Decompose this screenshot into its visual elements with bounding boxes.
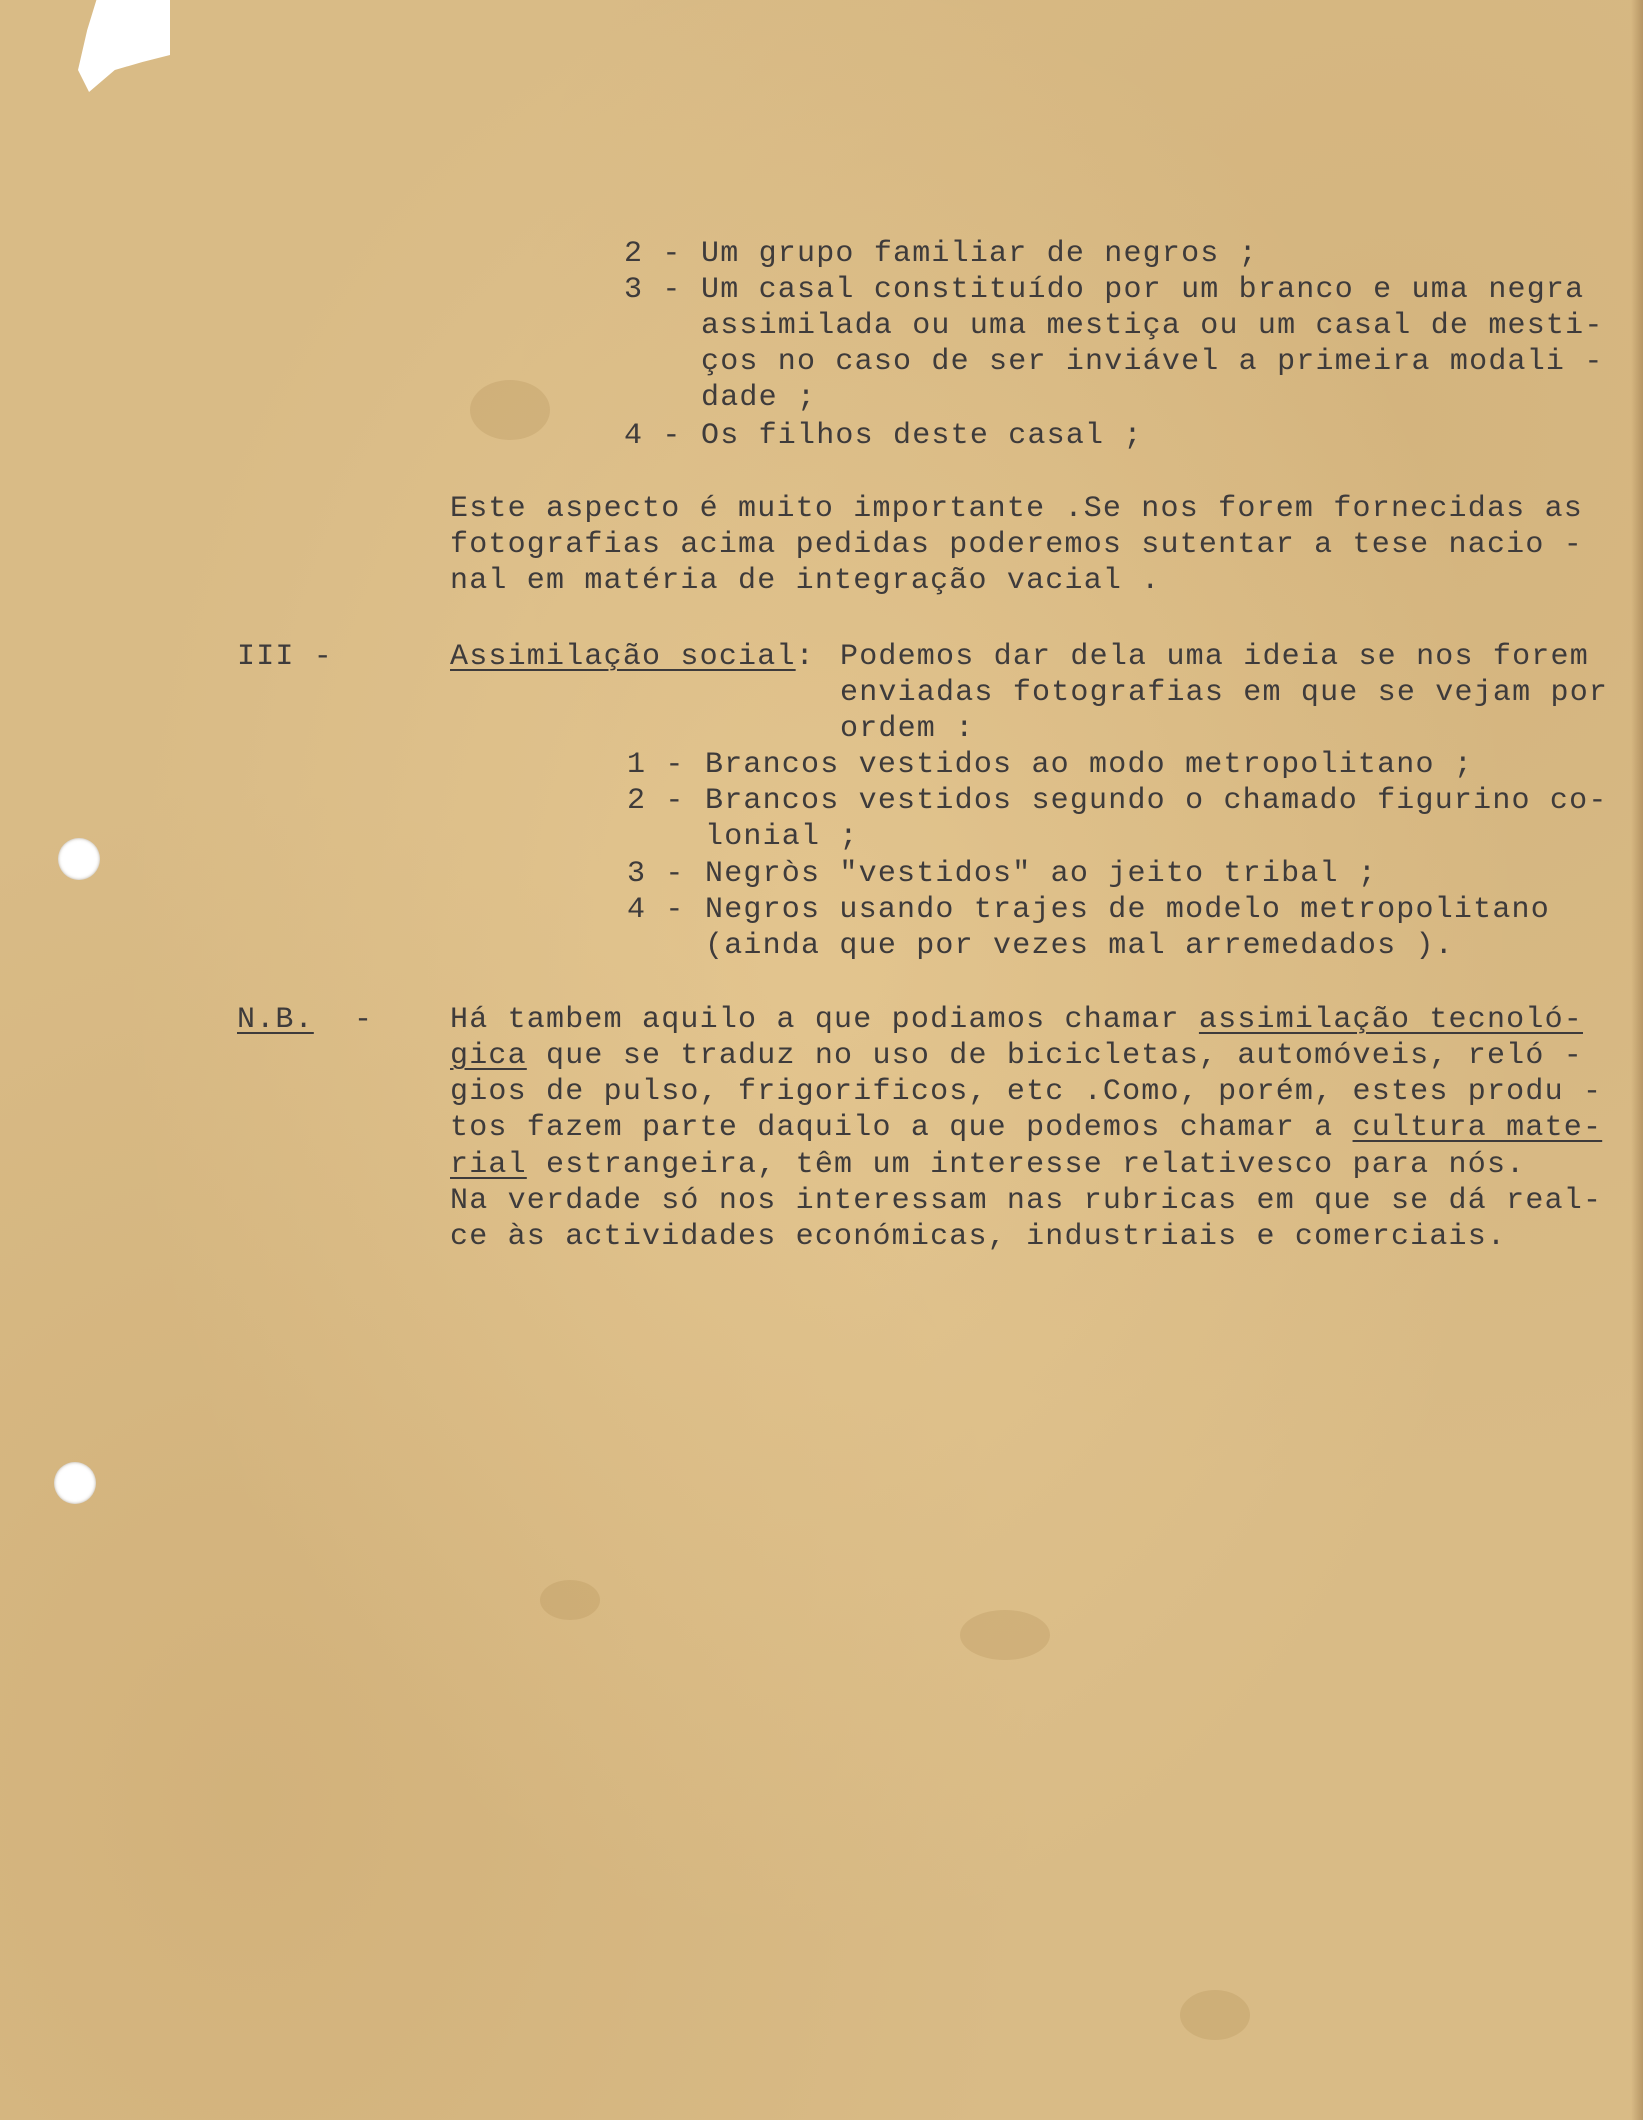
nb-text: Há tambem aquilo a que podiamos chamar [450, 1003, 1199, 1037]
list-number: 4 - [624, 419, 682, 453]
nb-line [450, 1110, 1602, 1146]
nb-line [450, 1147, 1525, 1183]
nb-line [450, 1002, 1583, 1038]
paragraph-line: Este aspecto é muito importante .Se nos forem fornecidas as [450, 492, 1583, 526]
nb-line: Na verdade só nos interessam nas rubricas em que se dá real- [450, 1184, 1603, 1218]
paper-stain [1180, 1990, 1250, 2040]
section-intro-line: enviadas fotografias em que se vejam por [840, 676, 1609, 710]
section-heading-colon: : [795, 640, 815, 674]
section-numeral: III - [237, 640, 334, 674]
list-item-text: Negros usando trajes de modelo metropolitano [705, 893, 1550, 927]
nb-label-text: N.B. [237, 1003, 314, 1037]
page-edge-shadow [1631, 0, 1643, 2120]
list-number: 3 - [624, 273, 682, 307]
list-number: 1 - [627, 748, 685, 782]
section-heading [450, 639, 815, 675]
list-number: 2 - [627, 784, 685, 818]
nb-label [237, 1002, 314, 1038]
nb-underlined-text: assimilação tecnoló- [1198, 1003, 1583, 1037]
paper-stain [960, 1610, 1050, 1660]
list-item-text: Um casal constituído por um branco e uma negra [701, 273, 1585, 307]
list-number: 2 - [624, 237, 682, 271]
list-item-text: Negròs "vestidos" ao jeito tribal ; [705, 857, 1378, 891]
punch-hole [58, 838, 100, 880]
nb-line [450, 1038, 1583, 1074]
list-item-text: lonial ; [705, 820, 859, 854]
punch-hole [54, 1462, 96, 1504]
nb-underlined-text: rial [450, 1148, 527, 1182]
list-item-text: assimilada ou uma mestiça ou um casal de mesti- [701, 309, 1604, 343]
paragraph-line: nal em matéria de integração vacial . [450, 564, 1161, 598]
list-item-text: dade ; [701, 381, 817, 415]
paragraph-line: fotografias acima pedidas poderemos sutentar a tese nacio - [450, 528, 1583, 562]
nb-text: estrangeira, têm um interesse relativesco para nós. [526, 1148, 1526, 1182]
list-number: 3 - [627, 857, 685, 891]
section-heading-text: Assimilação social [450, 640, 796, 674]
nb-underlined-text: gica [450, 1039, 527, 1073]
list-item-text: (ainda que por vezes mal arremedados ). [705, 929, 1454, 963]
list-item-text: Os filhos deste casal ; [701, 419, 1143, 453]
list-item-text: Um grupo familiar de negros ; [701, 237, 1258, 271]
nb-underlined-text: cultura mate- [1352, 1111, 1603, 1145]
nb-line: gios de pulso, frigorificos, etc .Como, porém, estes produ - [450, 1075, 1603, 1109]
list-number: 4 - [627, 893, 685, 927]
list-item-text: Brancos vestidos ao modo metropolitano ; [705, 748, 1474, 782]
torn-corner [78, 0, 170, 100]
nb-line: ce às actividades económicas, industriais e comerciais. [450, 1220, 1507, 1254]
nb-text: que se traduz no uso de bicicletas, automóveis, reló - [526, 1039, 1583, 1073]
nb-text: tos fazem parte daquilo a que podemos chamar a [450, 1111, 1353, 1145]
paper-stain [540, 1580, 600, 1620]
paper-stain [470, 380, 550, 440]
list-item-text: Brancos vestidos segundo o chamado figurino co- [705, 784, 1608, 818]
section-intro-line: Podemos dar dela uma ideia se nos forem [840, 640, 1589, 674]
list-item-text: ços no caso de ser inviável a primeira modali - [701, 345, 1604, 379]
nb-dash: - [354, 1003, 374, 1037]
section-intro-line: ordem : [840, 712, 975, 746]
